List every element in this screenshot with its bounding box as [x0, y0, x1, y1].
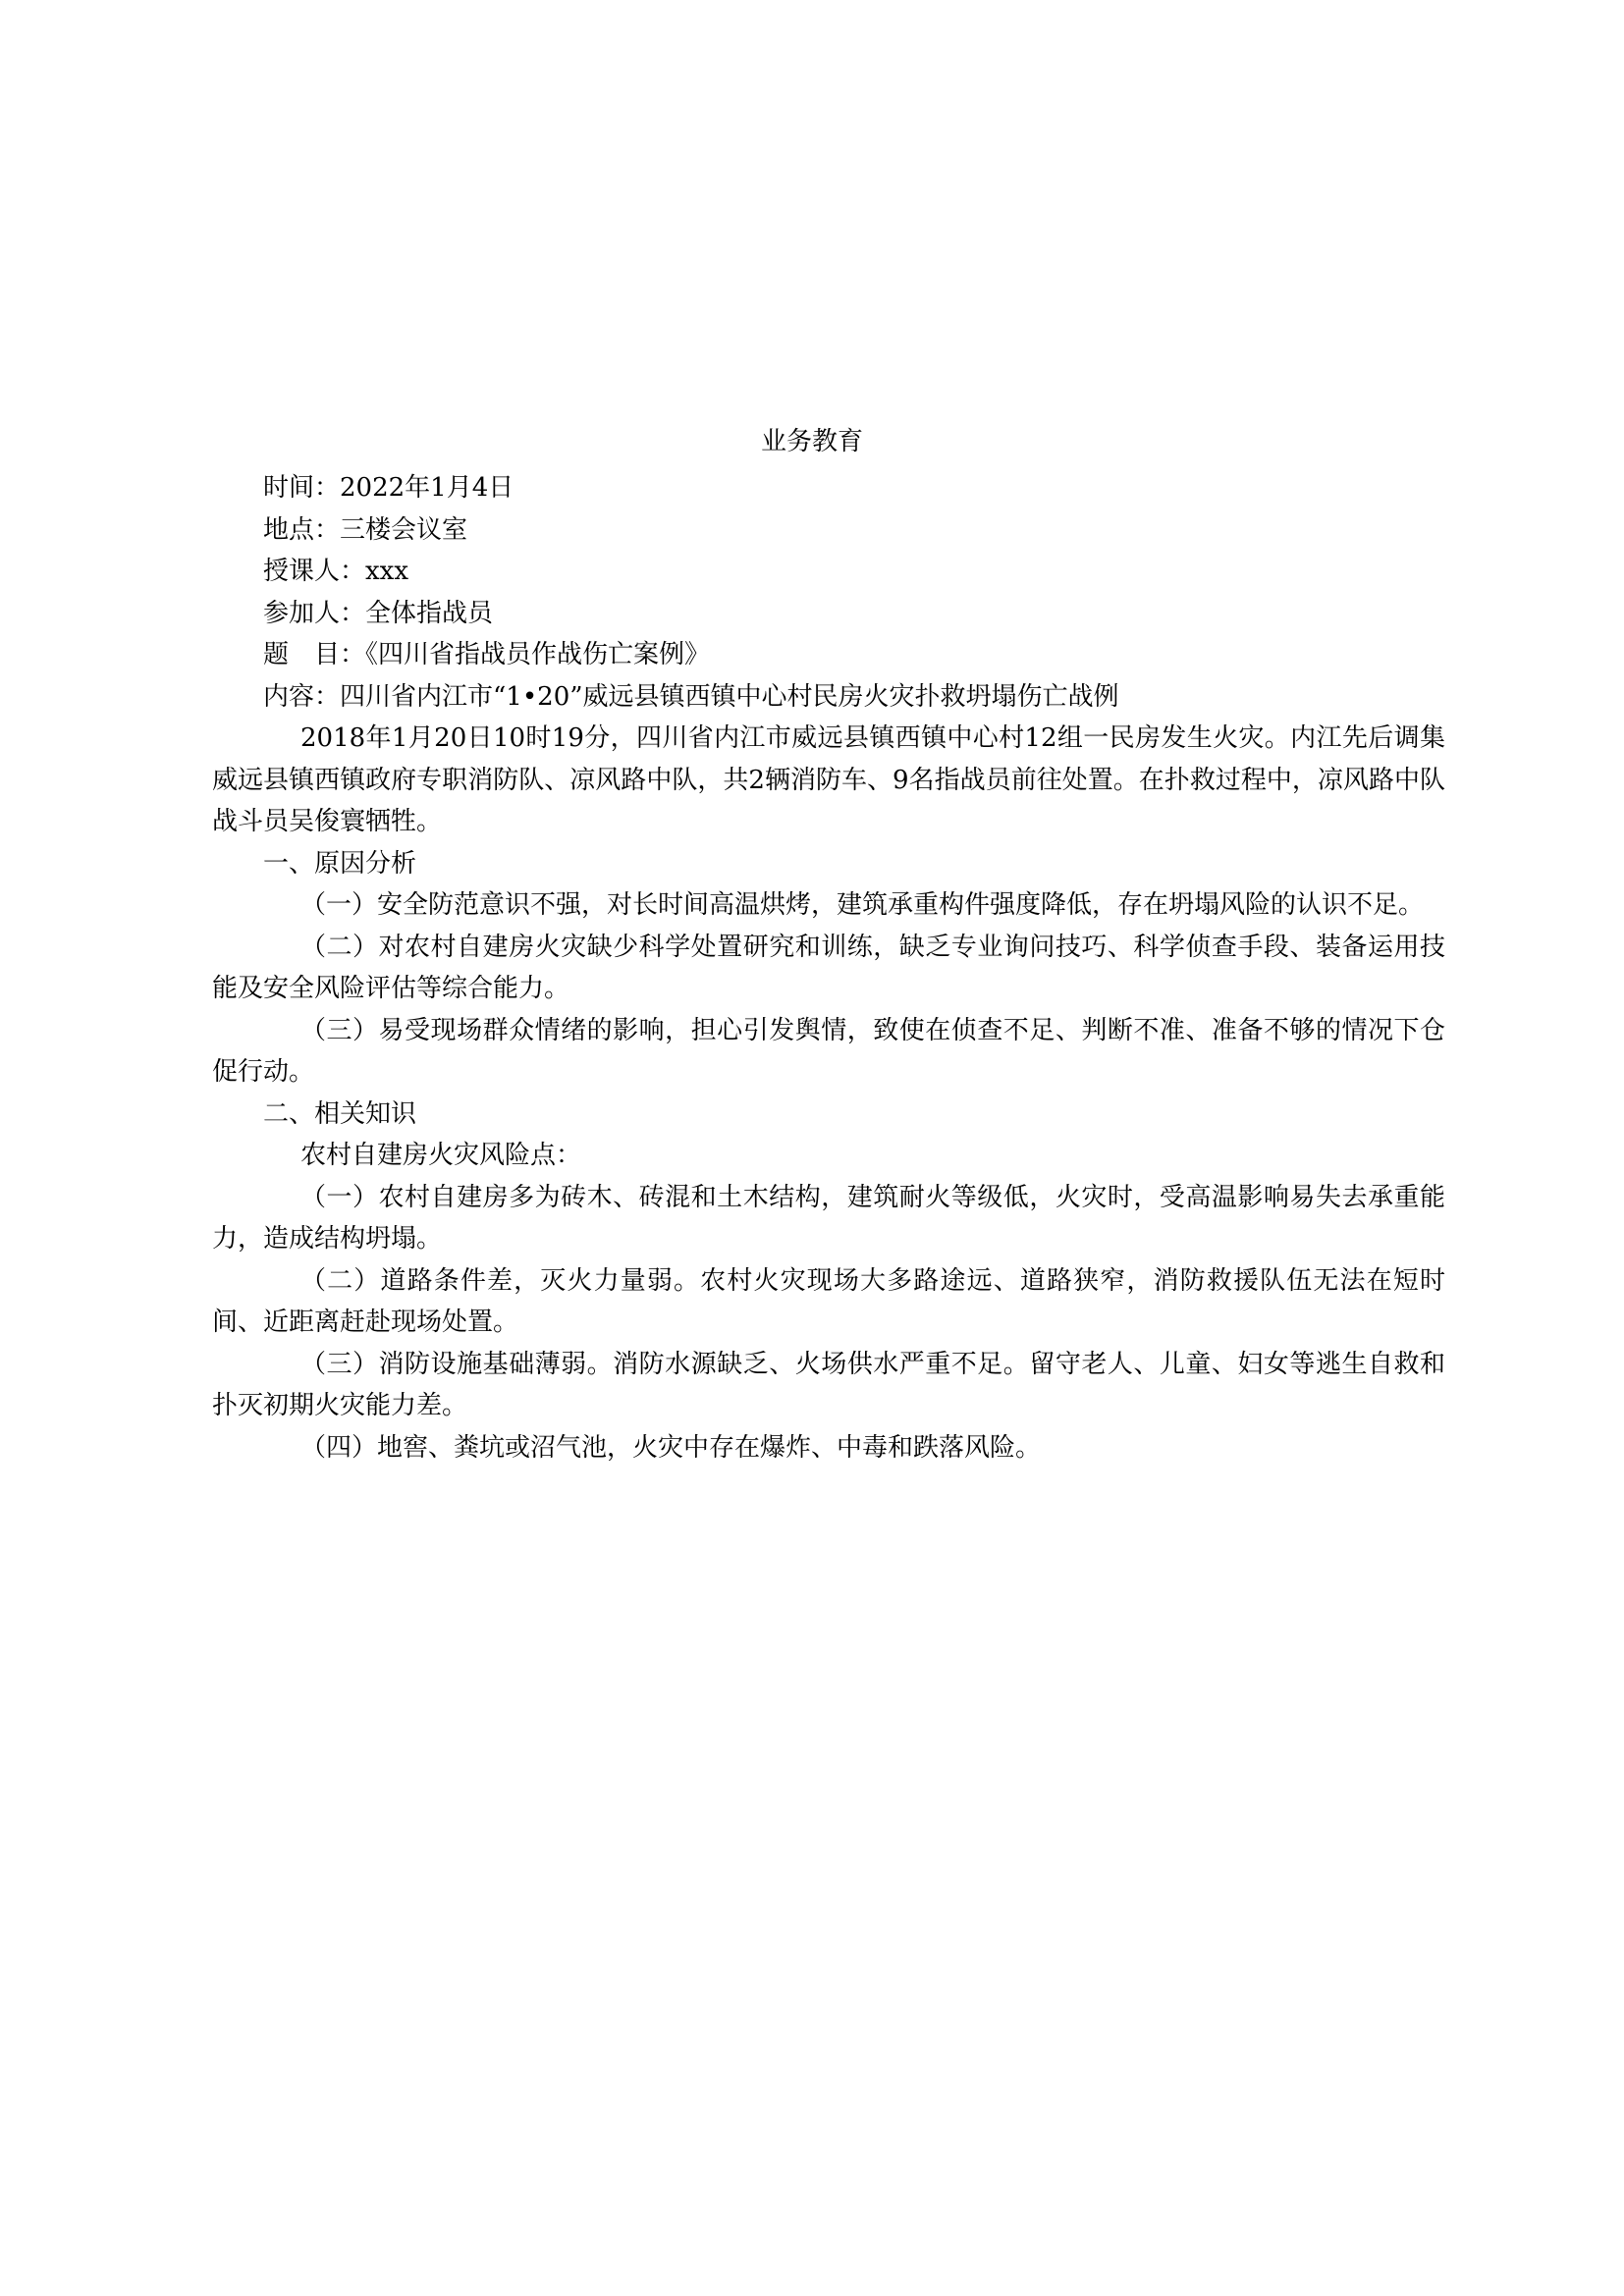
section2-subheading: 农村自建房火灾风险点： [300, 1141, 582, 1170]
section1-heading: 一、原因分析 [263, 848, 417, 879]
section2-item: （四）地窖、粪坑或沼气池，火灾中存在爆炸、中毒和跌落风险。 [300, 1432, 1042, 1463]
document-body [212, 467, 1445, 1468]
meta-time: 时间：2022年1月4日 [263, 473, 514, 503]
document-title: 业务教育 [760, 427, 863, 456]
section2-item: （二）道路条件差，灭火力量弱。农村火灾现场大多路途远、道路狭窄，消防救援队伍无法在短时间、近距离赶赴现场处置。 [212, 1265, 1445, 1337]
case-paragraph: 2018年1月20日10时19分，四川省内江市威远县镇西镇中心村12组一民房发生火灾。内江先后调集威远县镇西镇政府专职消防队、凉风路中队，共2辆消防车、9名指战员前往处置。在扑救过程中，凉风路中队战斗员吴俊寰牺牲。 [212, 723, 1445, 836]
meta-location: 地点：三楼会议室 [263, 514, 468, 545]
section1-item: （一）安全防范意识不强，对长时间高温烘烤，建筑承重构件强度降低，存在坍塌风险的认识不足。 [300, 890, 1425, 920]
meta-lecturer: 授课人：xxx [263, 557, 408, 586]
section1-item: （三）易受现场群众情绪的影响，担心引发舆情，致使在侦查不足、判断不准、准备不够的情况下仓促行动。 [212, 1015, 1445, 1087]
section2-item: （一）农村自建房多为砖木、砖混和土木结构，建筑耐火等级低，火灾时，受高温影响易失去承重能力，造成结构坍塌。 [212, 1182, 1445, 1254]
meta-participants: 参加人：全体指战员 [263, 598, 494, 628]
meta-topic: 题 目：《四川省指战员作战伤亡案例》 [263, 640, 711, 669]
section2-item: （三）消防设施基础薄弱。消防水源缺乏、火场供水严重不足。留守老人、儿童、妇女等逃生自救和扑灭初期火灾能力差。 [212, 1349, 1445, 1420]
section1-item: （二）对农村自建房火灾缺少科学处置研究和训练，缺乏专业询问技巧、科学侦查手段、装备运用技能及安全风险评估等综合能力。 [212, 932, 1445, 1003]
meta-content: 内容：四川省内江市“1•20”威远县镇西镇中心村民房火灾扑救坍塌伤亡战例 [263, 681, 1119, 712]
section2-heading: 二、相关知识 [263, 1098, 417, 1129]
